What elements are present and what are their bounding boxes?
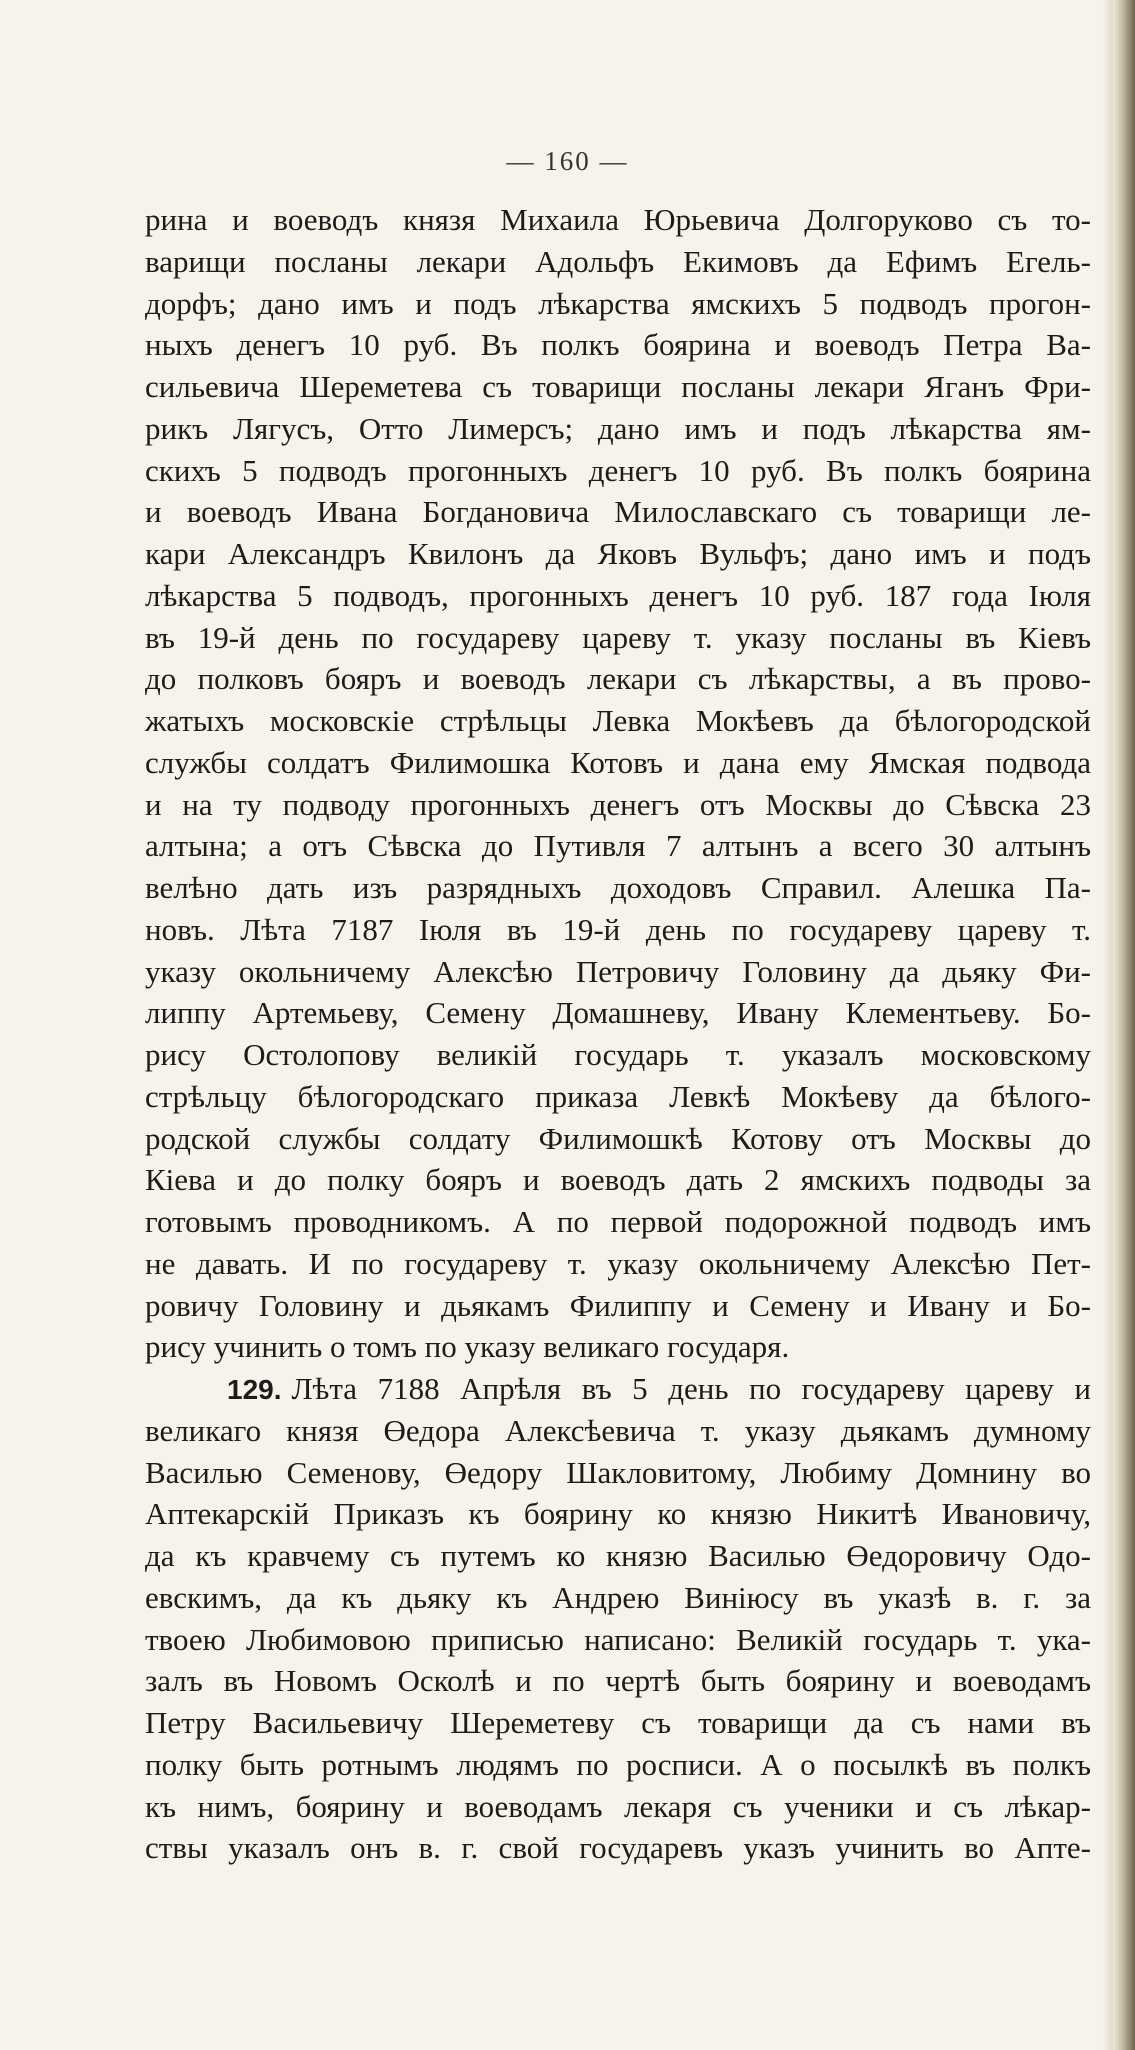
- text-line: ровичу Головину и дьякамъ Филиппу и Семену и Ивану и Бо-: [145, 1287, 1091, 1323]
- text-line: залъ въ Новомъ Осколѣ и по чертѣ быть боярину и воеводамъ: [145, 1663, 1091, 1699]
- text-line: дорфъ; дано имъ и подъ лѣкарства ямскихъ 5 подводъ прогон-: [145, 285, 1091, 321]
- text-line: до полковъ бояръ и воеводъ лекари съ лѣкарствы, а въ прово-: [145, 661, 1091, 697]
- text-line: готовымъ проводникомъ. А по первой подорожной подводъ имъ: [145, 1204, 1091, 1239]
- text-line: великаго князя Өедора Алексѣевича т. указу дьякамъ думному: [145, 1412, 1091, 1448]
- text-line: велѣно дать изъ разрядныхъ доходовъ Справил. Алешка Па-: [145, 870, 1091, 905]
- text-line: Кіева и до полку бояръ и воеводъ дать 2 ямскихъ подводы за: [145, 1162, 1091, 1198]
- text-line: Лѣта 7188 Апрѣля въ 5 день по государеву цареву и: [291, 1371, 1091, 1406]
- text-line: Аптекарскій Приказъ къ боярину ко князю Никитѣ Ивановичу,: [145, 1496, 1091, 1532]
- text-line: и воеводъ Ивана Богдановича Милославскаго съ товарищи ле-: [145, 494, 1091, 530]
- text-line: и на ту подводу прогонныхъ денегъ отъ Москвы до Сѣвска 23: [145, 786, 1091, 822]
- page-shadow: [1103, 0, 1113, 2050]
- text-line: стрѣльцу бѣлогородскаго приказа Левкѣ Мокѣеву да бѣлого-: [145, 1078, 1091, 1114]
- text-line: евскимъ, да къ дьяку къ Андрею Виніюсу въ указѣ в. г. за: [145, 1579, 1091, 1615]
- text-line: рису Остолопову великій государь т. указалъ московскому: [145, 1037, 1091, 1072]
- text-line: ныхъ денегъ 10 руб. Въ полкъ боярина и воеводъ Петра Ва-: [145, 327, 1091, 363]
- text-line: липпу Артемьеву, Семену Домашневу, Ивану Клементьеву. Бо-: [145, 995, 1091, 1031]
- text-line: рикъ Лягусъ, Отто Лимерсъ; дано имъ и подъ лѣкарства ям-: [145, 410, 1091, 446]
- page-number: — 160 —: [506, 146, 629, 176]
- text-line: родской службы солдату Филимошкѣ Котову отъ Москвы до: [145, 1120, 1091, 1156]
- text-line: службы солдатъ Филимошка Котовъ и дана ему Ямская подвода: [145, 744, 1091, 780]
- text-line: сильевича Шереметева съ товарищи посланы лекари Яганъ Фри-: [145, 369, 1091, 404]
- text-line: къ нимъ, боярину и воеводамъ лекаря съ ученики и съ лѣкар-: [145, 1788, 1091, 1824]
- text-line: твоею Любимовою приписью написано: Великій государь т. ука-: [145, 1621, 1091, 1657]
- text-line: варищи посланы лекари Адольфъ Екимовъ да Ефимъ Егель-: [145, 243, 1091, 279]
- text-line: новъ. Лѣта 7187 Іюля въ 19-й день по государеву цареву т.: [145, 911, 1091, 947]
- text-line: полку быть ротнымъ людямъ по росписи. А о посылкѣ въ полкъ: [145, 1746, 1091, 1782]
- text-line: Василью Семенову, Өедору Шакловитому, Любиму Домнину во: [145, 1454, 1091, 1490]
- text-line: кари Александръ Квилонъ да Яковъ Вульфъ; дано имъ и подъ: [145, 536, 1091, 571]
- text-line: въ 19-й день по государеву цареву т. указу посланы въ Кіевъ: [145, 619, 1091, 655]
- text-line: Петру Васильевичу Шереметеву съ товарищи да съ нами въ: [145, 1705, 1091, 1740]
- text-line: не давать. И по государеву т. указу окольничему Алексѣю Пет-: [145, 1245, 1091, 1281]
- page-edge: [1113, 0, 1135, 2050]
- text-line: лѣкарства 5 подводъ, прогонныхъ денегъ 10 руб. 187 года Іюля: [145, 577, 1091, 613]
- text-line: рина и воеводъ князя Михаила Юрьевича Долгоруково съ то-: [145, 202, 1091, 237]
- text-line: скихъ 5 подводъ прогонныхъ денегъ 10 руб. Въ полкъ боярина: [145, 452, 1091, 488]
- text-line: да къ кравчему съ путемъ ко князю Василью Өедоровичу Одо-: [145, 1538, 1091, 1573]
- text-line: жатыхъ московскіе стрѣльцы Левка Мокѣевъ да бѣлогородской: [145, 703, 1091, 738]
- text-body: [145, 199, 1091, 1869]
- text-line: ствы указалъ онъ в. г. свой государевъ указъ учинить во Апте-: [145, 1830, 1091, 1866]
- text-line: алтына; а отъ Сѣвска до Путивля 7 алтынъ а всего 30 алтынъ: [145, 828, 1091, 864]
- paragraph-129-first-line: [145, 1368, 1091, 1410]
- text-line: рису учинить о томъ по указу великаго государя.: [145, 1329, 790, 1365]
- text-line: указу окольничему Алексѣю Петровичу Головину да дьяку Фи-: [145, 953, 1091, 989]
- paragraph-number: 129.: [227, 1374, 282, 1405]
